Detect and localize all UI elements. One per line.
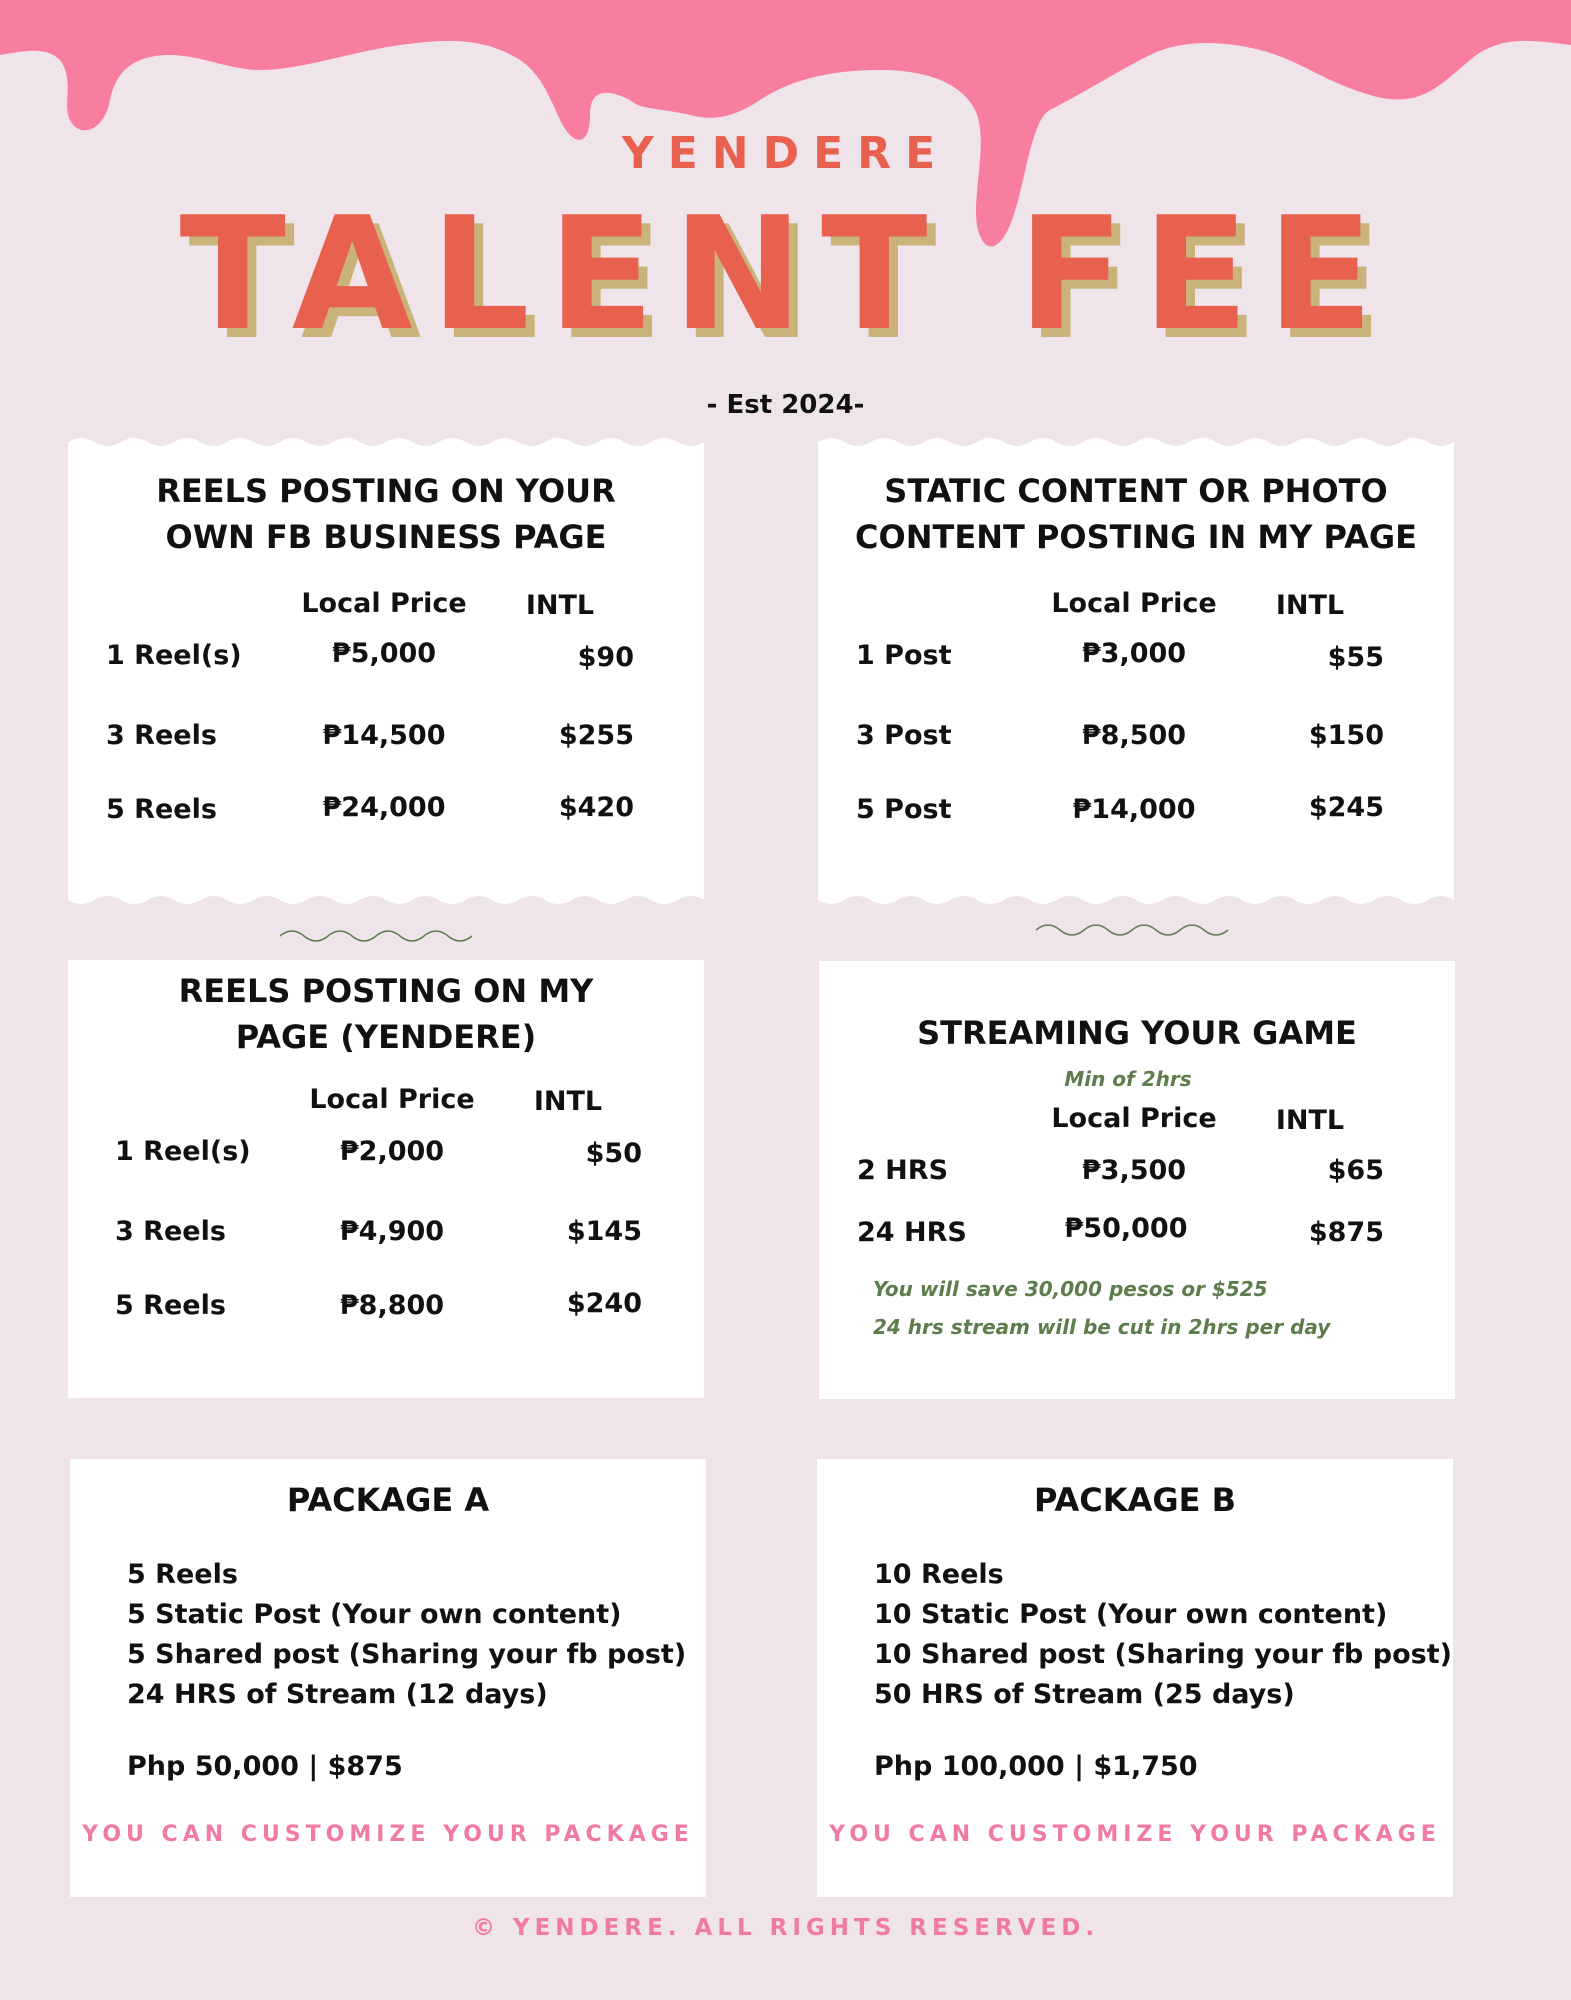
local-price-header: Local Price <box>1051 1103 1217 1134</box>
row-label: 2 HRS <box>857 1155 949 1186</box>
card-title-line: OWN FB BUSINESS PAGE <box>165 518 607 556</box>
row-local-price: ₱8,800 <box>339 1290 445 1321</box>
row-label: 5 Reels <box>106 794 217 825</box>
row-local-price: ₱3,500 <box>1081 1155 1187 1186</box>
package-price: Php 100,000 | $1,750 <box>874 1751 1198 1782</box>
row-intl-price: $150 <box>1308 720 1384 751</box>
squiggle-divider <box>280 926 476 946</box>
package-price: Php 50,000 | $875 <box>127 1751 403 1782</box>
card-title-line: STATIC CONTENT OR PHOTO <box>884 472 1388 510</box>
row-local-price: ₱4,900 <box>339 1216 445 1247</box>
card-title: PACKAGE A <box>286 1481 490 1519</box>
customize-note: YOU CAN CUSTOMIZE YOUR PACKAGE <box>829 1822 1441 1847</box>
row-local-price: ₱14,500 <box>322 720 446 751</box>
squiggle-divider <box>1036 920 1232 940</box>
row-intl-price: $420 <box>558 792 634 823</box>
card-static-content <box>818 446 1454 894</box>
row-local-price: ₱8,500 <box>1081 720 1187 751</box>
card-package-a <box>70 1459 706 1897</box>
list-item: 5 Reels <box>127 1559 238 1590</box>
copyright-notice: © YENDERE. ALL RIGHTS RESERVED. <box>471 1915 1100 1941</box>
row-label: 24 HRS <box>857 1217 967 1248</box>
card-title-line: CONTENT POSTING IN MY PAGE <box>855 518 1417 556</box>
established-label: - Est 2024- <box>706 390 865 420</box>
row-label: 3 Reels <box>115 1216 226 1247</box>
row-intl-price: $145 <box>566 1216 642 1247</box>
row-intl-price: $55 <box>1327 642 1384 673</box>
row-label: 3 Reels <box>106 720 217 751</box>
row-local-price: ₱50,000 <box>1064 1213 1188 1244</box>
row-intl-price: $245 <box>1308 792 1384 823</box>
card-title <box>68 968 704 1060</box>
row-intl-price: $255 <box>558 720 634 751</box>
local-price-header: Local Price <box>309 1084 475 1115</box>
savings-note: You will save 30,000 pesos or $525 <box>873 1277 1268 1301</box>
page-title: TALENT FEE <box>179 183 1392 365</box>
card-title <box>818 468 1454 560</box>
card-title <box>68 468 704 560</box>
stream-split-note: 24 hrs stream will be cut in 2hrs per day <box>873 1315 1331 1339</box>
wavy-edge <box>818 894 1454 908</box>
package-items <box>874 1555 1452 1715</box>
row-intl-price: $875 <box>1308 1217 1384 1248</box>
row-label: 5 Post <box>856 794 952 825</box>
list-item: 5 Shared post (Sharing your fb post) <box>127 1639 687 1670</box>
row-label: 1 Reel(s) <box>115 1136 251 1167</box>
row-intl-price: $50 <box>585 1138 642 1169</box>
wavy-edge <box>818 434 1454 448</box>
local-price-header: Local Price <box>1051 588 1217 619</box>
row-label: 1 Post <box>856 640 952 671</box>
wavy-edge <box>68 434 704 448</box>
row-local-price: ₱24,000 <box>322 792 446 823</box>
intl-header: INTL <box>1275 1105 1345 1136</box>
row-intl-price: $90 <box>577 642 634 673</box>
row-label: 1 Reel(s) <box>106 640 242 671</box>
row-intl-price: $240 <box>566 1288 642 1319</box>
card-title-line: REELS POSTING ON MY <box>178 972 594 1010</box>
row-intl-price: $65 <box>1327 1155 1384 1186</box>
list-item: 10 Shared post (Sharing your fb post) <box>874 1639 1452 1670</box>
intl-header: INTL <box>1275 590 1345 621</box>
row-label: 5 Reels <box>115 1290 226 1321</box>
list-item: 10 Reels <box>874 1559 1004 1590</box>
card-title-line: REELS POSTING ON YOUR <box>156 472 616 510</box>
min-hours-note: Min of 2hrs <box>1064 1067 1192 1091</box>
local-price-header: Local Price <box>301 588 467 619</box>
row-local-price: ₱3,000 <box>1081 638 1187 669</box>
row-local-price: ₱2,000 <box>339 1136 445 1167</box>
customize-note: YOU CAN CUSTOMIZE YOUR PACKAGE <box>82 1822 694 1847</box>
list-item: 50 HRS of Stream (25 days) <box>874 1679 1295 1710</box>
card-title-line: PAGE (YENDERE) <box>235 1018 537 1056</box>
card-title: STREAMING YOUR GAME <box>917 1014 1357 1052</box>
intl-header: INTL <box>525 590 595 621</box>
list-item: 10 Static Post (Your own content) <box>874 1599 1388 1630</box>
card-reels-my-page <box>68 960 704 1398</box>
row-local-price: ₱14,000 <box>1072 794 1196 825</box>
brand-name: YENDERE <box>621 128 950 179</box>
card-reels-own-page <box>68 446 704 894</box>
list-item: 24 HRS of Stream (12 days) <box>127 1679 548 1710</box>
row-local-price: ₱5,000 <box>331 638 437 669</box>
card-title: PACKAGE B <box>1034 1481 1236 1519</box>
card-streaming <box>819 961 1455 1399</box>
package-items <box>127 1555 686 1715</box>
intl-header: INTL <box>533 1086 603 1117</box>
row-label: 3 Post <box>856 720 952 751</box>
list-item: 5 Static Post (Your own content) <box>127 1599 622 1630</box>
wavy-edge <box>68 894 704 908</box>
card-package-b <box>817 1459 1453 1897</box>
